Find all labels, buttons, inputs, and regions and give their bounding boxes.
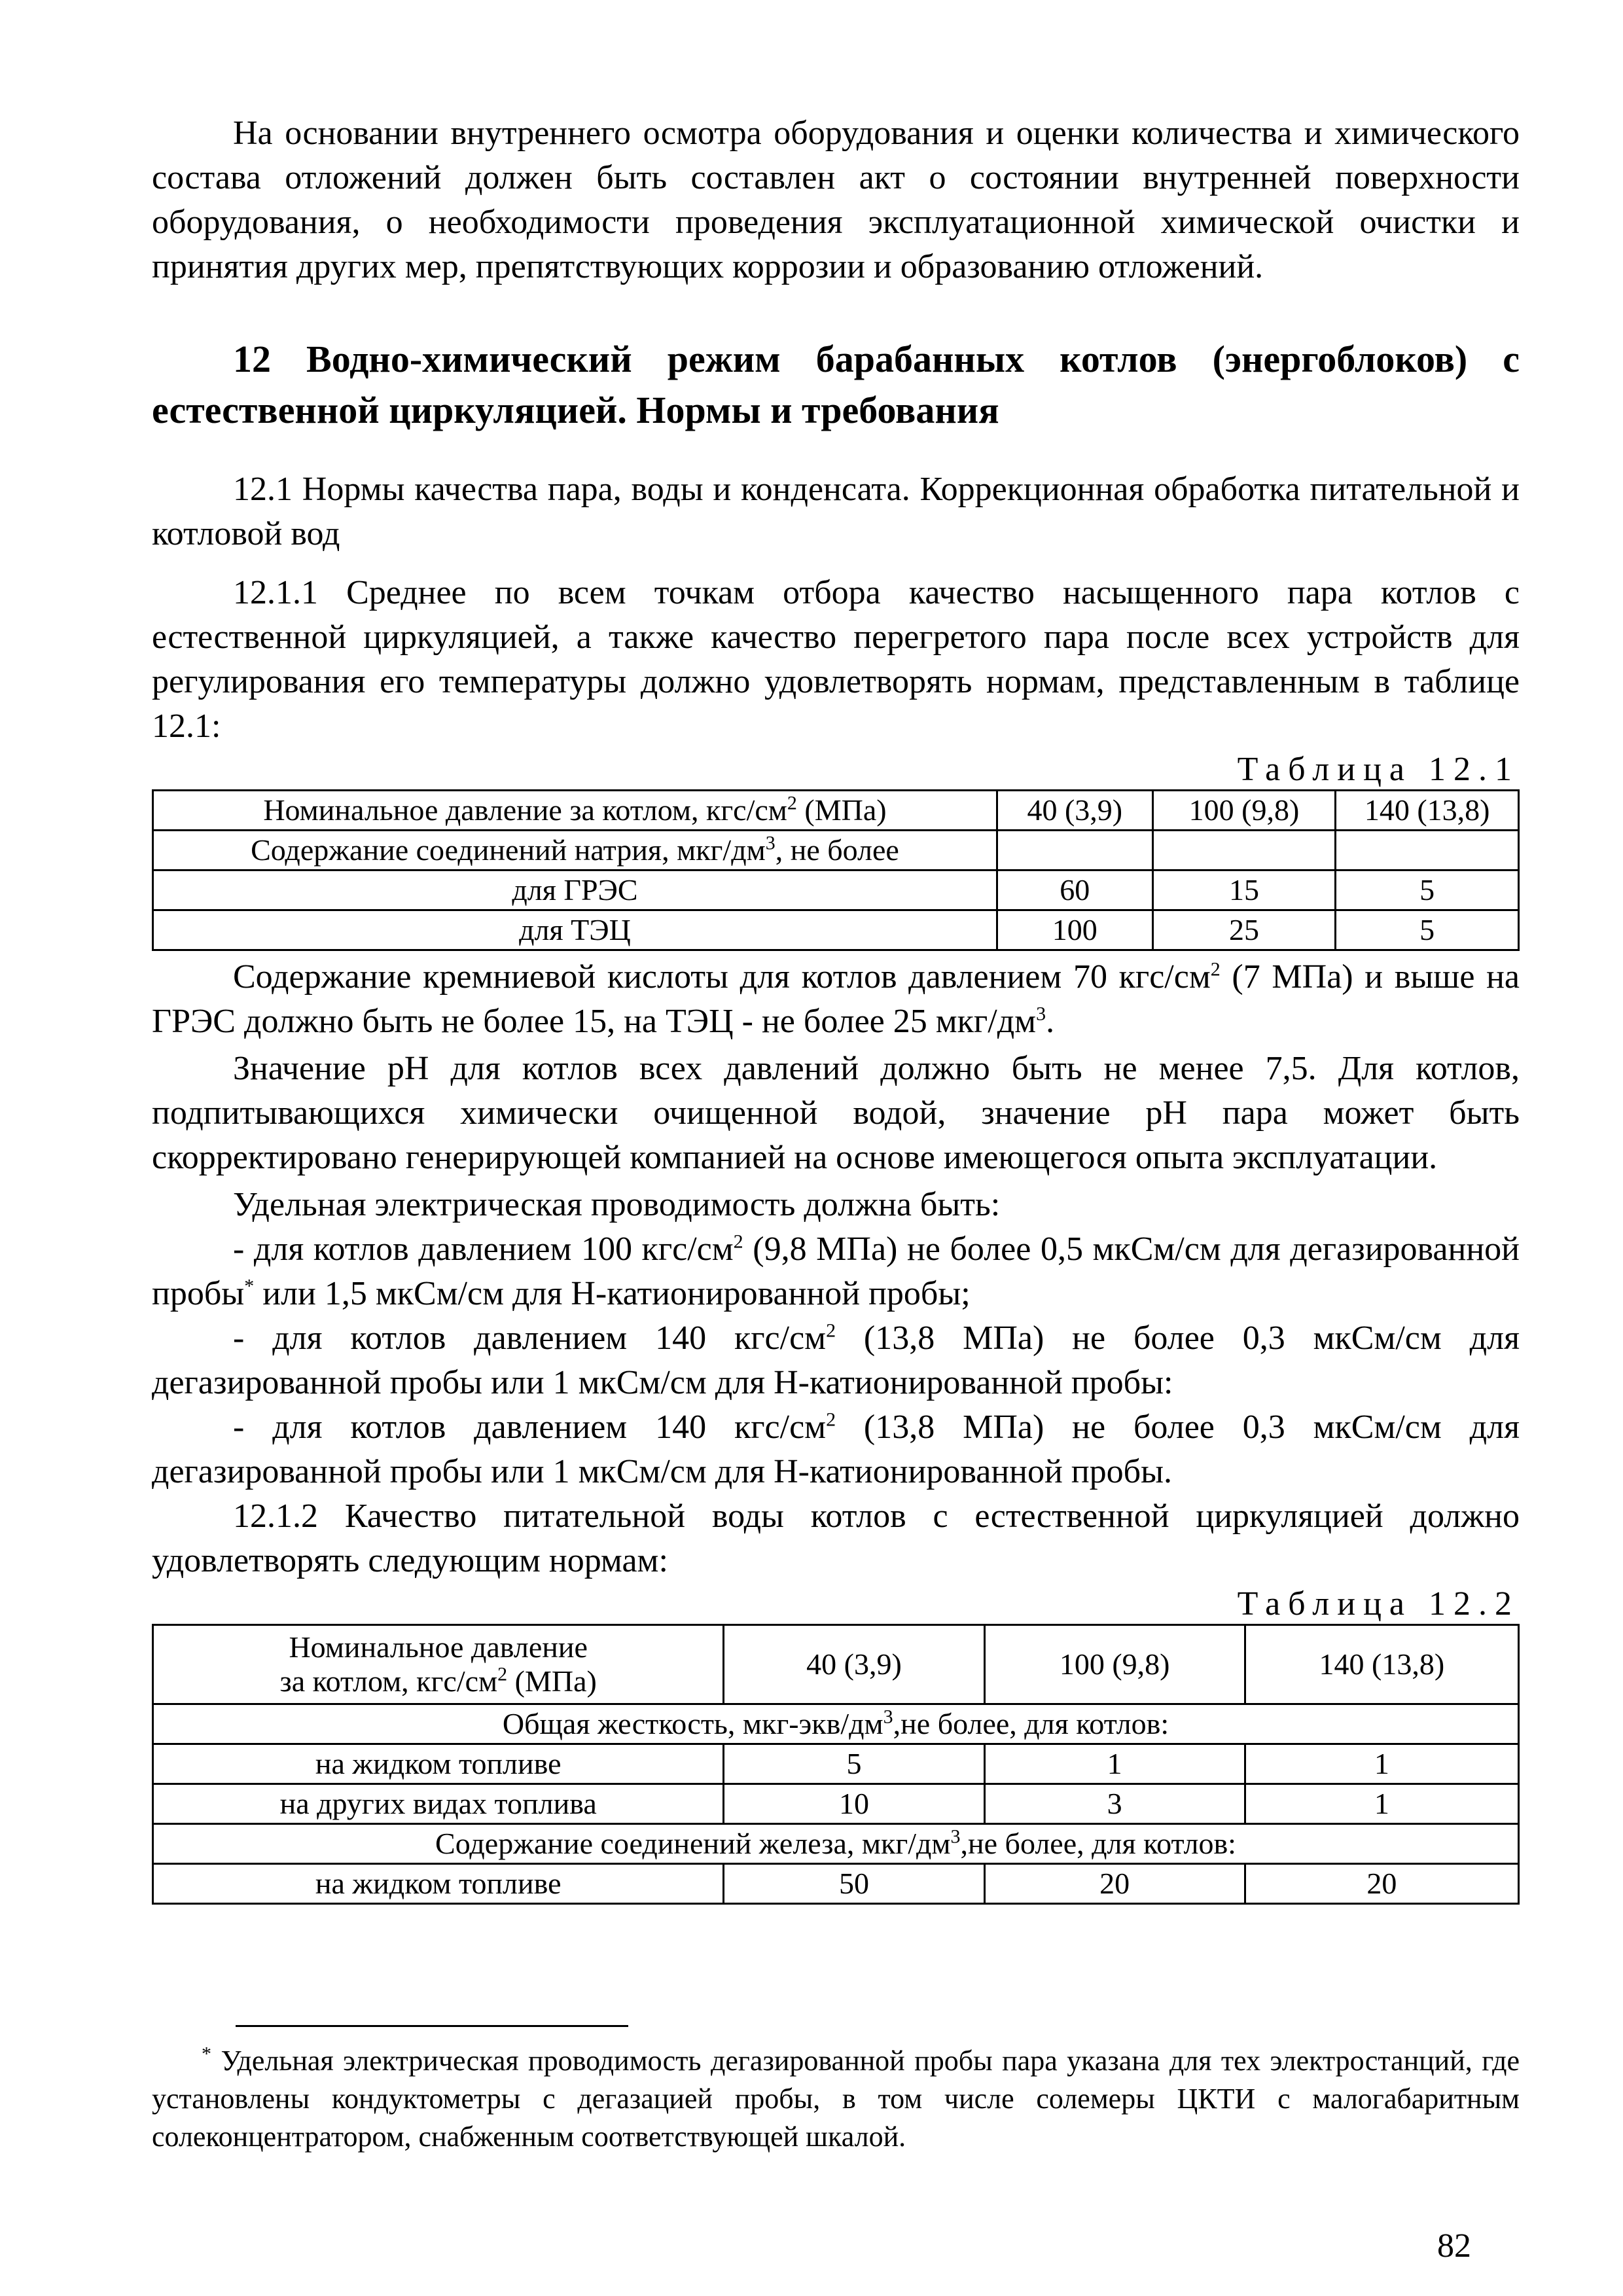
table-cell: 5: [1336, 870, 1519, 910]
footnote-text: Удельная электрическая проводимость дегазированной пробы пара указана для тех электростанций, где установлены кондуктометры с дегазацией пробы, в том числе солемеры ЦКТИ с малогабаритным солеконцентратором, снабженным соответствующей шкалой.: [152, 2045, 1520, 2153]
row-label: для ГРЭС: [153, 870, 997, 910]
table-row: [153, 1784, 1519, 1824]
row-label: на других видах топлива: [153, 1784, 724, 1824]
bullet-item-3: - для котлов давлением 140 кгс/$см^2$ (13,8 МПа) не более 0,3 мкСм/см для дегазированной пробы или 1 мкСм/см для Н-катионированной пробы.: [152, 1408, 1520, 1490]
column-header: 140 (13,8): [1245, 1625, 1518, 1704]
bullet-item-1: - для котлов давлением 100 кгс/$см^2$ (9,8 МПа) не более 0,5 мкСм/см для дегазированной пробы* или 1,5 мкСм/см для Н-катионированной пробы;: [152, 1230, 1520, 1312]
column-header: 40 (3,9): [724, 1625, 984, 1704]
footnote: [152, 2042, 1520, 2156]
subsection-12-1-1: 12.1.1 Среднее по всем точкам отбора качество насыщенного пара котлов с естественной циркуляцией, а также качество перегретого пара после всех устройств для регулирования его температуры должно удовлетворять нормам, представленным в таблице 12.1:: [152, 574, 1520, 745]
footnote-marker: *: [202, 2043, 211, 2065]
subsection-12-1-2: 12.1.2 Качество питательной воды котлов с естественной циркуляцией должно удовлетворять следующим нормам:: [152, 1498, 1520, 1579]
table-12-2-caption: Таблица 12.2: [1237, 1585, 1520, 1623]
table-cell: 100: [997, 910, 1152, 950]
table-group-row: [153, 831, 1519, 870]
table-row: [153, 1864, 1519, 1904]
table-12-1: [152, 789, 1520, 951]
table-group-row: [153, 1824, 1519, 1864]
table-group-row: [153, 1704, 1519, 1744]
column-header: 40 (3,9): [997, 791, 1152, 831]
header-pressure-label: Номинальное давление за котлом, кгс/$см^2$ (МПа): [153, 1625, 724, 1704]
table-row: [153, 910, 1519, 950]
ph-paragraph: Значение рН для котлов всех давлений должно быть не менее 7,5. Для котлов, подпитывающихся химически очищенной водой, значение рН пара может быть скорректировано генерирующей компанией на основе имеющегося опыта эксплуатации.: [152, 1050, 1520, 1176]
table-cell: 20: [984, 1864, 1245, 1904]
table-cell: 60: [997, 870, 1152, 910]
table-row: [153, 870, 1519, 910]
page-number: 82: [1437, 2227, 1471, 2265]
intro-paragraph: На основании внутреннего осмотра оборудования и оценки количества и химического состава отложений должен быть составлен акт о состоянии внутренней поверхности оборудования, о необходимости проведения эксплуатационной химической очистки и принятия других мер, препятствующих коррозии и образованию отложений.: [152, 115, 1520, 285]
group-label-sodium: Содержание соединений натрия, мкг/$дм^3$, не более: [153, 831, 997, 870]
table-cell: 1: [984, 1744, 1245, 1784]
row-label: на жидком топливе: [153, 1744, 724, 1784]
conductivity-intro: Удельная электрическая проводимость должна быть:: [233, 1186, 1001, 1223]
table-cell: 3: [984, 1784, 1245, 1824]
table-cell: 50: [724, 1864, 984, 1904]
table-12-2: [152, 1624, 1520, 1905]
row-label: на жидком топливе: [153, 1864, 724, 1904]
table-header-row: [153, 791, 1519, 831]
group-label-hardness: Общая жесткость, мкг-$экв/дм^3,не$ более, для котлов:: [153, 1704, 1519, 1744]
group-label-iron: Содержание соединений железа, мкг/$дм^3,не$ более, для котлов:: [153, 1824, 1519, 1864]
table-12-1-caption: Таблица 12.1: [1237, 751, 1520, 788]
table-cell: 1: [1245, 1744, 1518, 1784]
table-cell: 25: [1152, 910, 1336, 950]
subsection-12-1: 12.1 Нормы качества пара, воды и конденсата. Коррекционная обработка питательной и котловой вод: [152, 471, 1520, 552]
page-body: [152, 111, 1520, 1905]
column-header: 100 (9,8): [1152, 791, 1336, 831]
bullet-item-2: - для котлов давлением 140 кгс/$см^2$ (13,8 МПа) не более 0,3 мкСм/см для дегазированной пробы или 1 мкСм/см для Н-катионированной пробы:: [152, 1319, 1520, 1401]
table-cell: 1: [1245, 1784, 1518, 1824]
table-cell: 20: [1245, 1864, 1518, 1904]
table-cell: 10: [724, 1784, 984, 1824]
row-label: для ТЭЦ: [153, 910, 997, 950]
column-header: 140 (13,8): [1336, 791, 1519, 831]
table-cell: 15: [1152, 870, 1336, 910]
footnote-divider: [236, 2025, 628, 2027]
table-cell: 5: [724, 1744, 984, 1784]
header-pressure-label: Номинальное давление за котлом, кгс/$см^2$ (МПа): [153, 791, 997, 831]
section-title: 12 Водно-химический режим барабанных котлов (энергоблоков) с естественной циркуляцией. Нормы и требования: [152, 338, 1520, 431]
table-row: [153, 1744, 1519, 1784]
silicic-acid-paragraph: Содержание кремниевой кислоты для котлов давлением 70 кгс/$см^2$ (7 МПа) и выше на ГРЭС должно быть не более 15, на ТЭЦ - не более 25 мкг/$дм^3$.: [152, 958, 1520, 1040]
table-cell: 5: [1336, 910, 1519, 950]
column-header: 100 (9,8): [984, 1625, 1245, 1704]
table-header-row: [153, 1625, 1519, 1704]
